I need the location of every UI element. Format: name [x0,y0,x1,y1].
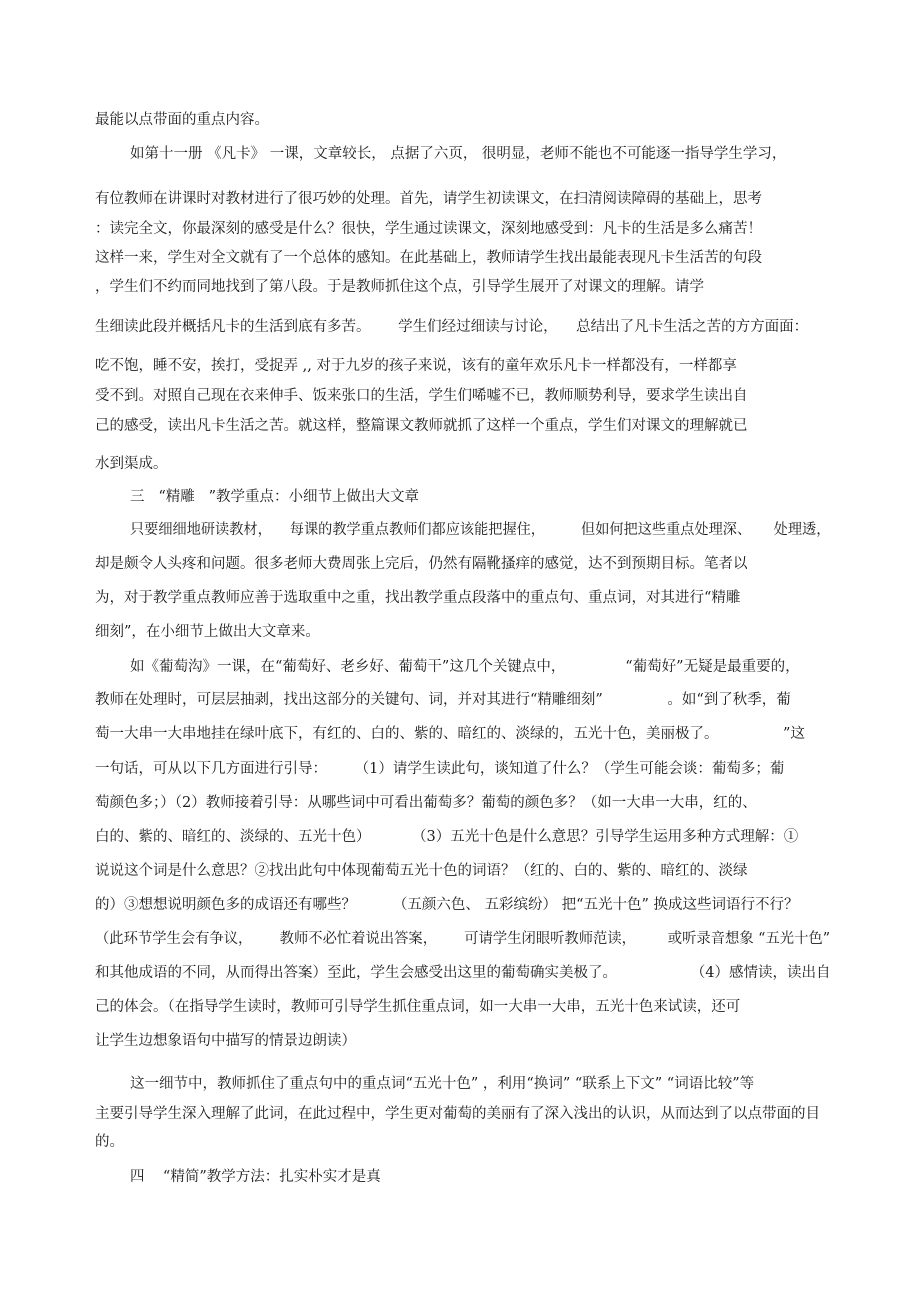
text-line: 水到渠成。 [95,456,168,472]
text-line: 己的感受，读出凡卡生活之苦。就这样，整篇课文教师就抓了这样一个重点，学生们对课文的理解就已 [95,418,748,434]
text-line: 萄一大串一大串地挂在绿叶底下，有红的、白的、紫的、暗红的、淡绿的，五光十色，美丽极了。 ”这 [95,726,805,742]
text-line: 主要引导学生深入理解了此词，在此过程中，学生更对葡萄的美丽有了深入浅出的认识，从而达到了以点带面的目 [95,1106,820,1122]
text-line: ，学生们不约而同地找到了第八段。于是教师抓住这个点，引导学生展开了对课文的理解。请学 [95,279,704,295]
section-heading: 三 “精雕 ”教学重点：小细节上做出大文章 [130,489,419,505]
text-line: 受不到。对照自己现在衣来伸手、饭来张口的生活，学生们唏嘘不已，教师顺势利导，要求学生读出自 [95,388,748,404]
text-line: 吃不饱，睡不安，挨打，受捉弄 ,, 对于九岁的孩子来说，该有的童年欢乐凡卡一样都没有，一样都享 [95,358,737,374]
text-line: （此环节学生会有争议， 教师不必忙着说出答案， 可请学生闭眼听教师范读， 或听录音想象 “五光十色” [95,931,831,947]
text-line: 如第十一册 《凡卡》 一课，文章较长， 点据了六页， 很明显，老师不能也不可能逐一指导学生学习， [130,146,787,162]
text-line: 有位教师在讲课时对教材进行了很巧妙的处理。首先，请学生初读课文，在扫清阅读障碍的基础上，思考 [95,191,762,207]
text-line: 为，对于教学重点教师应善于选取重中之重，找出教学重点段落中的重点句、重点词，对其进行“精雕 [95,590,741,606]
section-heading: 四 “精简”教学方法：扎实朴实才是真 [130,1169,381,1185]
text-line: 只要细细地研读教材， 每课的教学重点教师们都应该能把握住， 但如何把这些重点处理深、 处理透， [130,522,831,538]
text-line: 的）③想想说明颜色多的成语还有哪些？ （五颜六色、 五彩缤纷） 把“五光十色” 换成这些词语行不行？ [95,897,799,913]
text-line: 这一细节中，教师抓住了重点句中的重点词“五光十色” ，利用“换词” “联系上下文” “词语比较”等 [130,1076,755,1092]
text-line: 细刻”，在小细节上做出大文章来。 [95,624,320,640]
text-line: 己的体会。（在指导学生读时，教师可引导学生抓住重点词，如一大串一大串，五光十色来试读，还可 [95,999,741,1015]
text-line: 却是颇令人头疼和问题。很多老师大费周张上完后，仍然有隔靴搔痒的感觉，达不到预期目标。笔者以 [95,556,748,572]
text-line: 生细读此段并概括凡卡的生活到底有多苦。 学生们经过细读与讨论， 总结出了凡卡生活之苦的方方面面： [95,319,809,335]
text-line: 的。 [95,1134,124,1150]
text-line: 这样一来，学生对全文就有了一个总体的感知。在此基础上，教师请学生找出最能表现凡卡生活苦的句段 [95,250,762,266]
text-line: 一句话，可从以下几方面进行引导： （1）请学生读此句，谈知道了什么？（学生可能会谈：葡萄多；葡 [95,761,785,777]
text-line: 如《葡萄沟》一课，在“葡萄好、老乡好、葡萄干”这几个关键点中， “葡萄好”无疑是最重要的， [130,659,800,675]
text-line: 和其他成语的不同，从而得出答案）至此，学生会感受出这里的葡萄确实美极了。 （4）感情读，读出自 [95,965,831,981]
text-line: ：读完全文，你最深刻的感受是什么？很快，学生通过读课文，深刻地感受到：凡卡的生活是多么痛苦！ [95,221,762,237]
text-line: 萄颜色多；）（2）教师接着引导：从哪些词中可看出葡萄多？葡萄的颜色多？（如一大串一大串，红的、 [95,795,757,811]
text-line: 最能以点带面的重点内容。 [95,112,269,128]
text-line: 说说这个词是什么意思？②找出此句中体现葡萄五光十色的词语？（红的、白的、紫的、暗红的、淡绿 [95,863,748,879]
text-line: 教师在处理时，可层层抽剥，找出这部分的关键句、词，并对其进行“精雕细刻” 。如“到了秋季，葡 [95,692,791,708]
text-line: 让学生边想象语句中描写的情景边朗读） [95,1033,356,1049]
text-line: 白的、紫的、暗红的、淡绿的、五光十色） （3）五光十色是什么意思？引导学生运用多种方式理解：① [95,829,799,845]
